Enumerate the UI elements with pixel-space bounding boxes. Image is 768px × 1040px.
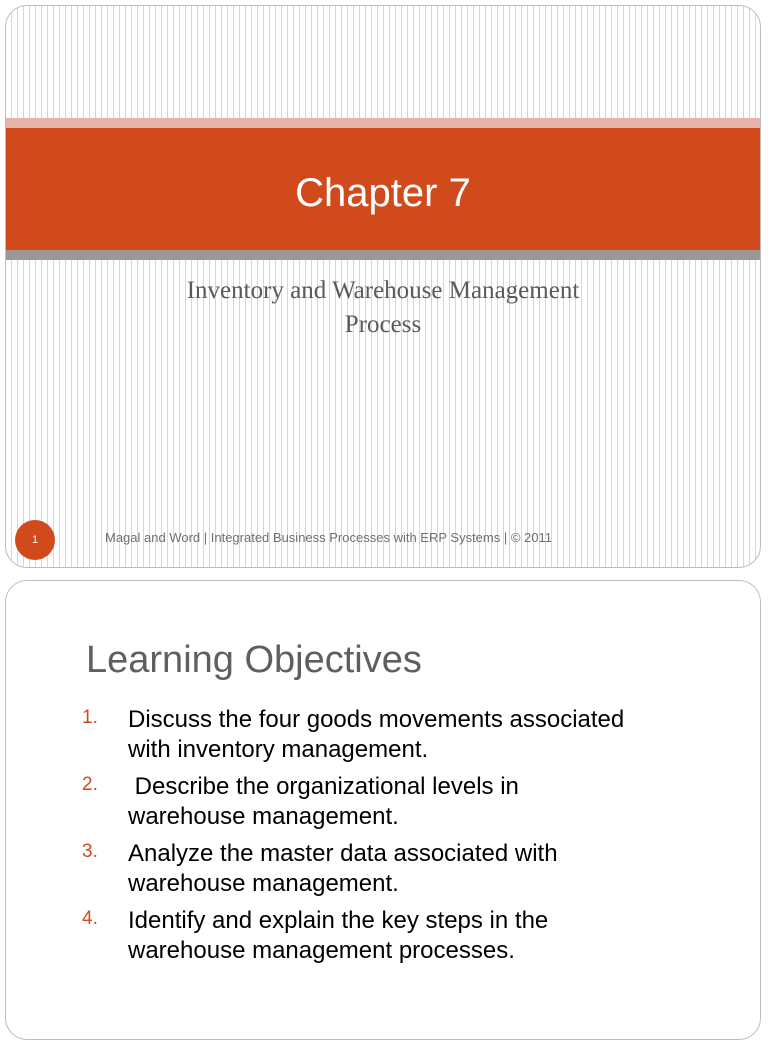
objectives-heading: Learning Objectives [86,639,422,681]
objective-number: 3. [82,841,98,862]
objective-line: Analyze the master data associated with [128,840,558,867]
objective-line: warehouse management. [128,803,399,830]
objective-item [82,839,742,899]
page-number-badge [15,520,55,560]
title-bottom-stripe [6,250,760,260]
subtitle-line-1: Inventory and Warehouse Management [186,277,580,304]
title-band [6,128,760,250]
objective-line: Identify and explain the key steps in the [128,907,549,934]
objectives-slide [5,580,761,1040]
objective-item [82,906,742,966]
title-top-stripe [6,118,760,128]
page-number: 1 [31,534,39,546]
objective-number: 1. [82,707,98,728]
objective-line: with inventory management. [128,736,429,763]
objective-line: warehouse management processes. [128,937,515,964]
objective-line: Discuss the four goods movements associated [128,706,625,733]
slide-subtitle [6,274,760,342]
objective-line: Describe the organizational levels in [128,773,519,800]
title-slide [5,5,761,568]
objective-text [128,906,742,966]
objective-item [82,772,742,832]
slide-title: Chapter 7 [295,170,471,215]
objective-item [82,705,742,765]
subtitle-line-2: Process [344,311,422,338]
objectives-list [82,705,742,973]
objective-text [128,772,742,832]
objective-number: 4. [82,908,98,929]
objective-line: warehouse management. [128,870,399,897]
objective-text [128,705,742,765]
objective-text [128,839,742,899]
slide-footer: Magal and Word | Integrated Business Processes with ERP Systems | © 2011 [105,530,552,545]
objective-number: 2. [82,774,98,795]
